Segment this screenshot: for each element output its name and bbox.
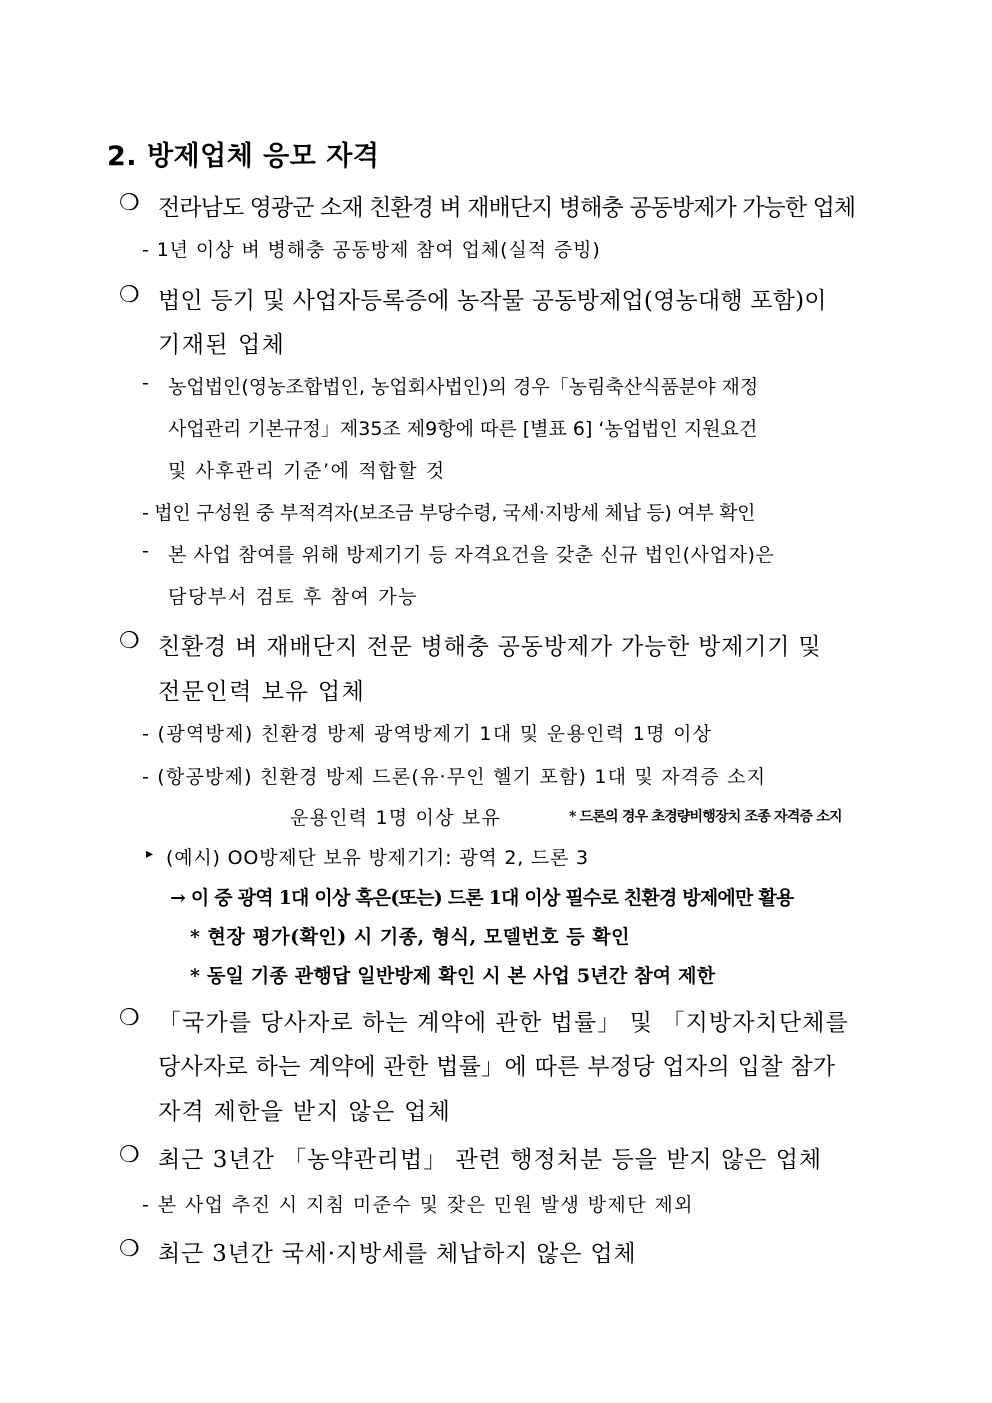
item-3-example: (예시) OO방제단 보유 방제기기: 광역 2, 드론 3 bbox=[166, 847, 589, 869]
item-2-line-1: 법인 등기 및 사업자등록증에 농작물 공동방제업(영농대행 포함)이 bbox=[158, 288, 827, 314]
item-3-arrow-note: → 이 중 광역 1대 이상 혹은(또는) 드론 1대 이상 필수로 친환경 방제에만 활용 bbox=[170, 887, 794, 909]
item-1-sub-1: - 1년 이상 벼 병해충 공동방제 참여 업체(실적 증빙) bbox=[142, 239, 601, 261]
item-5-bullet: ❍ bbox=[119, 1142, 140, 1168]
item-2-sub-2: - 법인 구성원 중 부적격자(보조금 부당수령, 국세·지방세 체납 등) 여부 확인 bbox=[142, 502, 756, 524]
item-4-line-2: 당사자로 하는 계약에 관한 법률」에 따른 부정당 업자의 입찰 참가 bbox=[158, 1054, 836, 1080]
item-2-sub-3-line-2: 담당부서 검토 후 참여 가능 bbox=[168, 586, 419, 608]
item-3-sub-2: - (항공방제) 친환경 방제 드론(유·무인 헬기 포함) 1대 및 자격증 소지 bbox=[142, 766, 767, 788]
item-4-bullet: ❍ bbox=[119, 1005, 140, 1031]
item-1-text: 전라남도 영광군 소재 친환경 벼 재배단지 병해충 공동방제가 가능한 업체 bbox=[158, 195, 856, 221]
item-3-note-1: * 현장 평가(확인) 시 기종, 형식, 모델번호 등 확인 bbox=[190, 926, 630, 948]
item-6-text: 최근 3년간 국세·지방세를 체납하지 않은 업체 bbox=[158, 1241, 637, 1267]
item-3-note-2: * 동일 기종 관행답 일반방제 확인 시 본 사업 5년간 참여 제한 bbox=[190, 965, 716, 987]
item-3-sub-1: - (광역방제) 친환경 방제 광역방제기 1대 및 운용인력 1명 이상 bbox=[142, 723, 713, 745]
item-6-bullet: ❍ bbox=[119, 1236, 140, 1262]
item-3-sub-2-note: * 드론의 경우 초경량비행장치 조종 자격증 소지 bbox=[569, 809, 842, 825]
item-2-sub-1-line-2: 사업관리 기본규정」제35조 제9항에 따른 [별표 6] ‘농업법인 지원요건 bbox=[168, 418, 758, 440]
item-2-sub-1-line-1: 농업법인(영농조합법인, 농업회사법인)의 경우「농림축산식품분야 재정 bbox=[168, 376, 759, 398]
item-2-sub-1-dash: - bbox=[142, 372, 149, 394]
item-5-sub-1: - 본 사업 추진 시 지침 미준수 및 잦은 민원 발생 방제단 제외 bbox=[142, 1194, 694, 1216]
item-3-line-2: 전문인력 보유 업체 bbox=[158, 679, 366, 705]
item-3-bullet: ❍ bbox=[119, 628, 140, 654]
item-2-sub-3-dash: - bbox=[142, 540, 149, 562]
item-4-line-3: 자격 제한을 받지 않은 업체 bbox=[158, 1099, 452, 1125]
item-2-sub-1-line-3: 및 사후관리 기준’에 적합할 것 bbox=[168, 460, 446, 482]
item-4-line-1: 「국가를 당사자로 하는 계약에 관한 법률」 및 「지방자치단체를 bbox=[158, 1010, 849, 1036]
item-2-bullet: ❍ bbox=[119, 282, 140, 308]
item-1-bullet: ❍ bbox=[119, 190, 140, 216]
item-3-line-1: 친환경 벼 재배단지 전문 병해충 공동방제가 가능한 방제기기 및 bbox=[158, 634, 822, 660]
example-marker-icon: ▸ bbox=[146, 846, 154, 862]
item-3-sub-2-continuation: 운용인력 1명 이상 보유 bbox=[290, 807, 501, 829]
section-title: 2. 방제업체 응모 자격 bbox=[107, 141, 380, 172]
item-5-text: 최근 3년간 「농약관리법」 관련 행정처분 등을 받지 않은 업체 bbox=[158, 1147, 823, 1173]
item-2-sub-3-line-1: 본 사업 참여를 위해 방제기기 등 자격요건을 갖춘 신규 법인(사업자)은 bbox=[168, 544, 775, 566]
item-2-line-2: 기재된 업체 bbox=[158, 332, 286, 358]
